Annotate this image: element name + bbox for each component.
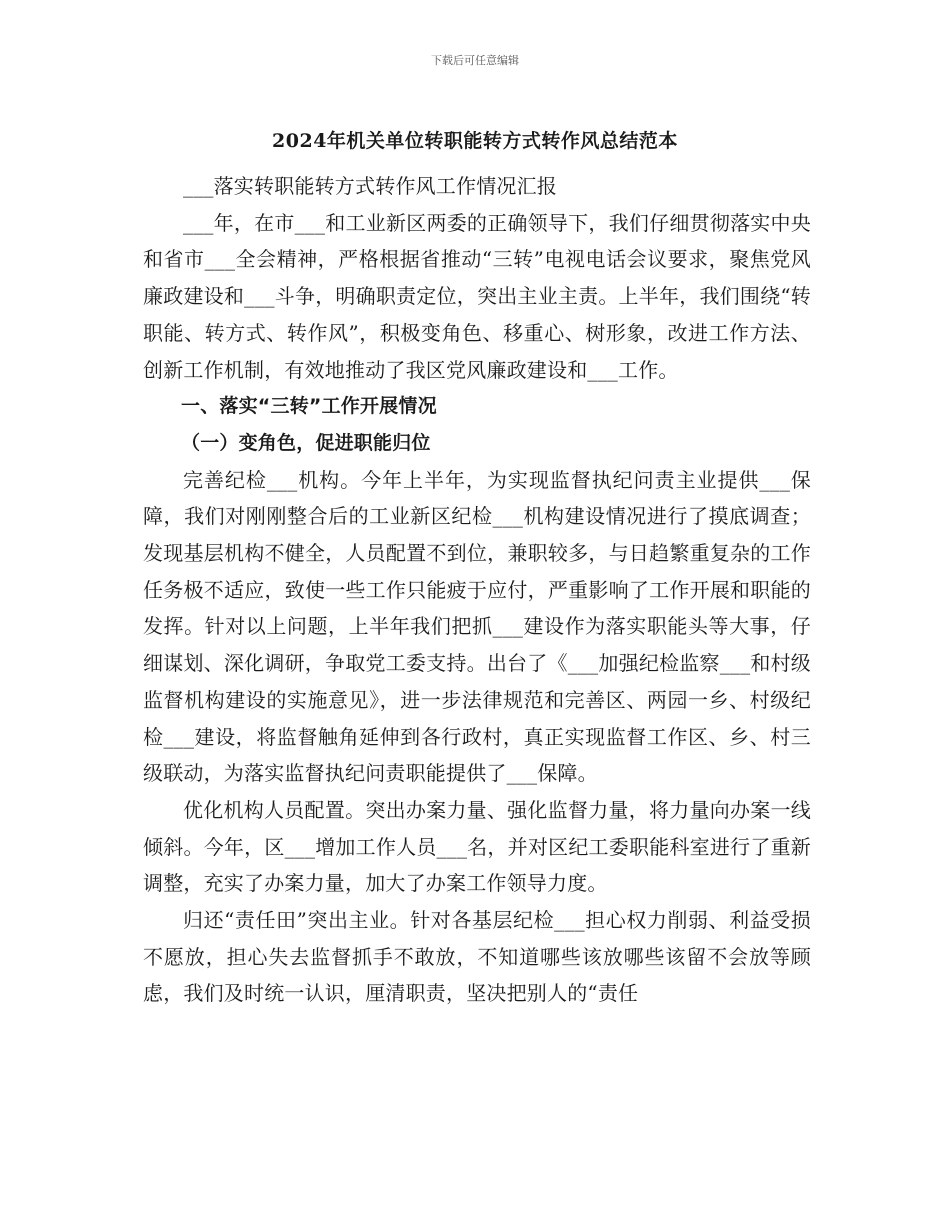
- report-subtitle: ___落实转职能转方式转作风工作情况汇报: [183, 174, 557, 198]
- header-note: 下载后可任意编辑: [431, 54, 519, 67]
- document-body: [143, 168, 811, 1012]
- body-paragraph: 完善纪检___机构。今年上半年，为实现监督执纪问责主业提供___保障，我们对刚刚整合后的工业新区纪检___机构建设情况进行了摸底调查；发现基层机构不健全，人员配置不到位，兼职较多，与日趋繁重复杂的工作任务极不适应，致使一些工作只能疲于应付，严重影响了工作开展和职能的发挥。针对以上问题，上半年我们把抓___建设作为落实职能头等大事，仔细谋划、深化调研，争取党工委支持。出台了《___加强纪检监察___和村级监督机构建设的实施意见》，进一步法律规范和完善区、两园一乡、村级纪检___建设，将监督触角延伸到各行政村，真正实现监督工作区、乡、村三级联动，为落实监督执纪问责职能提供了___保障。: [143, 467, 811, 786]
- section-heading: 一、落实“三转”工作开展情况: [181, 395, 437, 418]
- subsection-heading: （一）变角色，促进职能归位: [181, 431, 431, 454]
- body-paragraph: 优化机构人员配置。突出办案力量、强化监督力量，将力量向办案一线倾斜。今年，区___增加工作人员___名，并对区纪工委职能科室进行了重新调整，充实了办案力量，加大了办案工作领导力度。: [143, 797, 811, 896]
- intro-paragraph: ___年，在市___和工业新区两委的正确领导下，我们仔细贯彻落实中央和省市___全会精神，严格根据省推动“三转”电视电话会议要求，聚焦党风廉政建设和___斗争，明确职责定位，突出主业主责。上半年，我们围绕“转职能、转方式、转作风”，积极变角色、移重心、树形象，改进工作方法、创新工作机制，有效地推动了我区党风廉政建设和___工作。: [143, 210, 811, 382]
- document-title: 2024年机关单位转职能转方式转作风总结范本: [272, 130, 678, 152]
- body-paragraph: 归还“责任田”突出主业。针对各基层纪检___担心权力削弱、利益受损不愿放，担心失去监督抓手不敢放，不知道哪些该放哪些该留不会放等顾虑，我们及时统一认识，厘清职责，坚决把别人的“责任: [143, 908, 811, 1006]
